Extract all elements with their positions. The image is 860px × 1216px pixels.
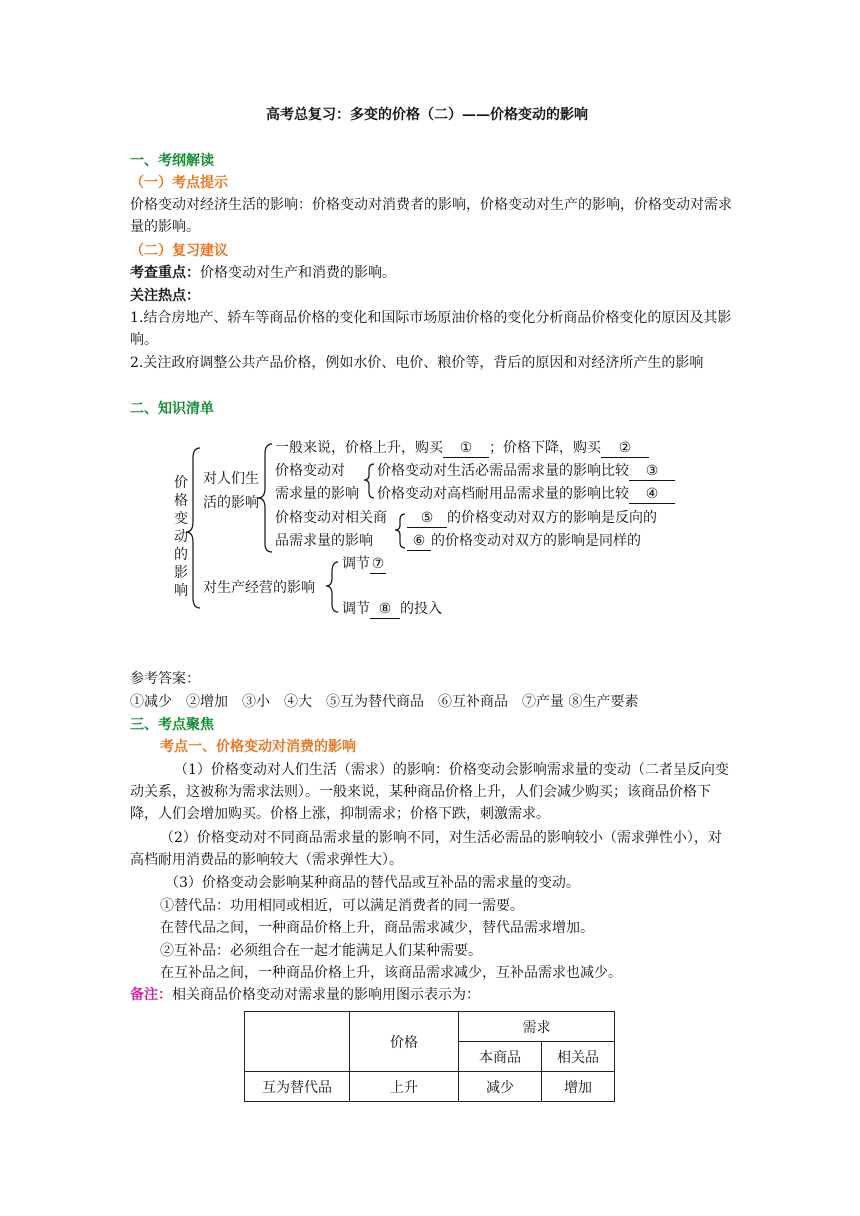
blank-4: ④	[629, 485, 675, 504]
blank-5: ⑤	[407, 509, 447, 528]
related-substitute-line: ⑤ 的价格变动对双方的影响是反向的	[407, 507, 657, 529]
table-header-demand: 需求	[459, 1012, 615, 1042]
branch-production: 对生产经营的影响	[203, 580, 315, 596]
paragraph-4: ①替代品：功用相同或相近，可以满足消费者的同一需要。	[160, 898, 524, 914]
paragraph-6: ②互补品：必须组合在一起才能满足人们某种需要。	[160, 943, 482, 959]
blank-8: ⑧	[370, 600, 400, 619]
production-output-line: 调节 ⑦	[342, 556, 385, 572]
note-label: 备注：	[130, 987, 172, 1003]
section-heading-2: 二、知识清单	[130, 401, 214, 417]
table-header-price: 价格	[350, 1012, 459, 1072]
table-header-this-good: 本商品	[459, 1042, 542, 1072]
paragraph-3: （3）价格变动会影响某种商品的替代品或互补品的需求量的变动。	[165, 875, 580, 891]
demand-label-line1: 价格变动对	[275, 463, 345, 479]
table-header-related-good: 相关品	[542, 1042, 615, 1072]
table-cell: 增加	[542, 1072, 615, 1102]
demand-label-line2: 需求量的影响	[275, 486, 359, 502]
related-label-line2: 品需求量的影响	[275, 533, 373, 549]
related-goods-table	[244, 1011, 615, 1102]
section-heading-3: 三、考点聚焦	[130, 717, 214, 733]
note-text: 相关商品价格变动对需求量的影响用图示表示为：	[172, 987, 480, 1003]
table-corner-cell	[245, 1012, 350, 1072]
related-label-line1: 价格变动对相关商	[275, 510, 387, 526]
production-factors-line: 调节 ⑧ 的投入	[342, 601, 442, 617]
paragraph-7: 在互补品之间，一种商品价格上升，该商品需求减少，互补品需求也减少。	[160, 965, 622, 981]
blank-7: ⑦	[371, 556, 385, 572]
focus-text: 价格变动对生产和消费的影响。	[200, 265, 396, 281]
blank-1: ①	[443, 439, 489, 458]
answers-label: 参考答案：	[130, 671, 200, 687]
hot-label: 关注热点：	[130, 288, 200, 304]
life-brace	[258, 444, 272, 552]
production-brace	[326, 562, 338, 612]
table-row	[245, 1072, 615, 1102]
subheading-review-advice: （二）复习建议	[130, 243, 228, 259]
table-cell: 减少	[459, 1072, 542, 1102]
table-cell: 上升	[350, 1072, 459, 1102]
demand-durables-line: 价格变动对高档耐用品需求量的影响比较 ④	[377, 483, 675, 505]
answers-text: ①减少 ②增加 ③小 ④大 ⑤互为替代商品 ⑥互补商品 ⑦产量 ⑧生产要素	[130, 694, 639, 710]
diagram-root-label: 价格变动的影响	[174, 475, 188, 599]
page-title: 高考总复习：多变的价格（二）——价格变动的影响	[266, 107, 588, 123]
note-line	[130, 984, 480, 1006]
point1-heading: 考点一、价格变动对消费的影响	[160, 739, 356, 755]
paragraph-5: 在替代品之间，一种商品价格上升，商品需求减少，替代品需求增加。	[160, 920, 594, 936]
section-heading-1: 一、考纲解读	[130, 153, 214, 169]
focus-label: 考查重点：	[130, 265, 200, 281]
related-complement-line: ⑥ 的价格变动对双方的影响是同样的	[407, 530, 641, 552]
hot-item-1: 1.结合房地产、轿车等商品价格的变化和国际市场原油价格的变化分析商品价格变化的原因及其影响。	[130, 310, 732, 348]
demand-brace	[364, 464, 374, 498]
general-rule-line: 一般来说，价格上升，购买 ① ；价格下降，购买 ②	[275, 437, 649, 459]
branch-life-line2: 活的影响	[203, 495, 259, 511]
blank-6: ⑥	[407, 532, 431, 551]
paragraph-1: （1）价格变动对人们生活（需求）的影响：价格变动会影响需求量的变动（二者呈反向变动关系，这被称为需求法则）。一般来说，某种商品价格上升，人们会减少购买；该商品价格下降，人们会增加购买。价格上涨，抑制需求；价格下跌，刺激需求。	[130, 762, 729, 822]
demand-necessities-line: 价格变动对生活必需品需求量的影响比较 ③	[377, 460, 675, 482]
exam-points-text: 价格变动对经济生活的影响：价格变动对消费者的影响，价格变动对生产的影响，价格变动对需求量的影响。	[130, 197, 732, 235]
blank-2: ②	[601, 439, 649, 458]
branch-life-line1: 对人们生	[203, 471, 259, 487]
table-cell: 互为替代品	[245, 1072, 350, 1102]
subheading-exam-points: （一）考点提示	[130, 175, 228, 191]
blank-3: ③	[629, 462, 675, 481]
related-brace	[395, 514, 405, 548]
paragraph-2: （2）价格变动对不同商品需求量的影响不同，对生活必需品的影响较小（需求弹性小），对高档耐用消费品的影响较大（需求弹性大）。	[130, 830, 722, 868]
hot-item-2: 2.关注政府调整公共产品价格，例如水价、电价、粮价等，背后的原因和对经济所产生的影响	[130, 355, 704, 371]
